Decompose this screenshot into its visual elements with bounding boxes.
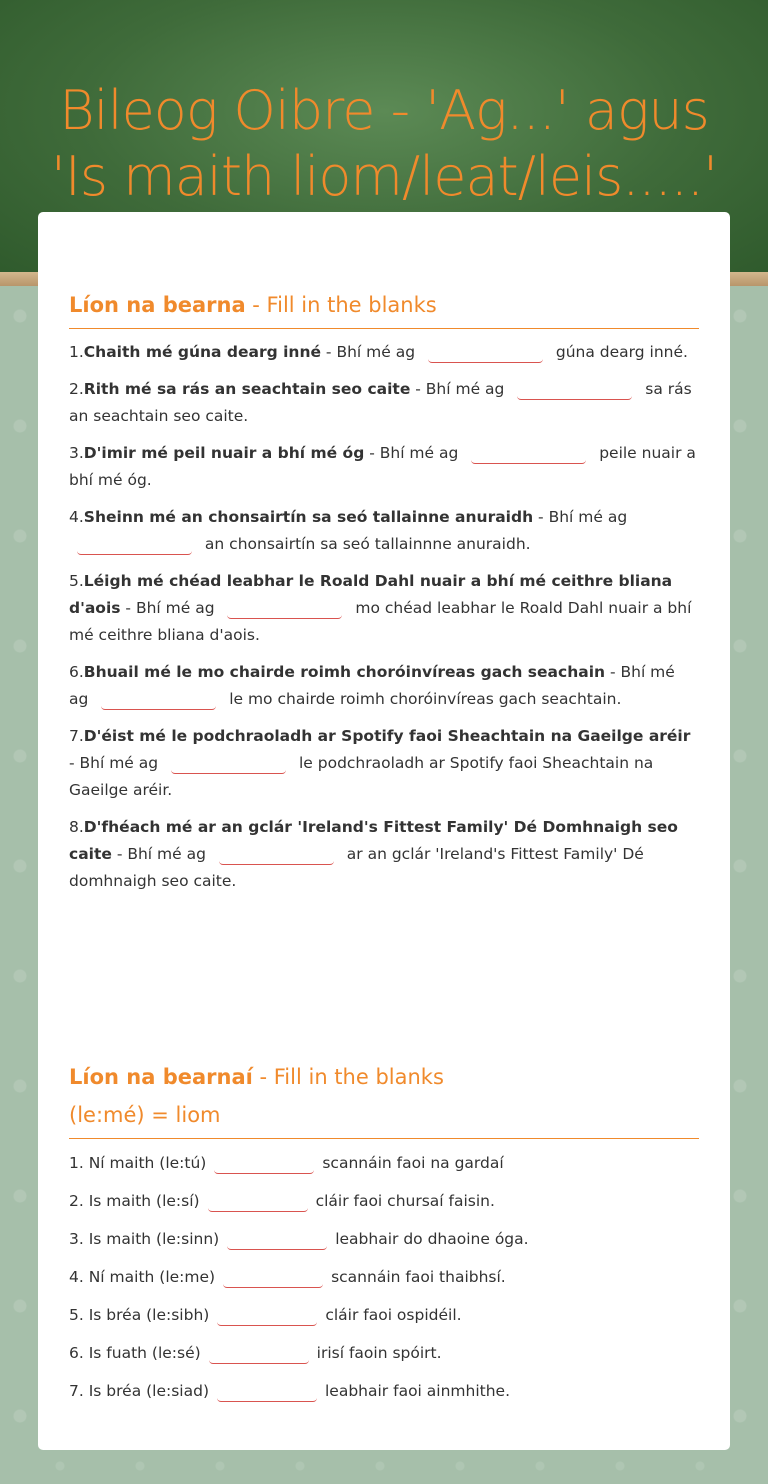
question-stem: 4. Ní maith (le:me) [69, 1268, 216, 1286]
question-tail: cláir faoi ospidéil. [325, 1306, 462, 1324]
question-item [69, 339, 699, 366]
question-stem: - Bhí mé ag [364, 444, 464, 462]
question-list [69, 339, 699, 895]
question-tail: scannáin faoi thaibhsí. [331, 1268, 506, 1286]
question-number: 5. [69, 572, 84, 590]
section-divider [69, 328, 699, 329]
answer-blank[interactable] [171, 753, 286, 774]
question-item [69, 1339, 699, 1367]
question-prompt: Chaith mé gúna dearg inné [83, 343, 321, 361]
question-tail: scannáin faoi na gardaí [322, 1154, 504, 1172]
answer-blank[interactable] [223, 1267, 323, 1288]
section-heading: Líon na bearna - Fill in the blanks [69, 293, 437, 317]
question-tail: gúna dearg inné. [550, 343, 688, 361]
question-list [69, 1149, 699, 1405]
question-number: 4. [69, 508, 84, 526]
question-stem: 6. Is fuath (le:sé) [69, 1344, 201, 1362]
section-subheading: (le:mé) = liom [69, 1103, 221, 1127]
question-number: 8. [69, 818, 84, 836]
question-prompt: Léigh mé chéad leabhar le Roald Dahl nuair a bhí mé ceithre bliana d'aois [69, 572, 673, 617]
title-line-2: 'Is maith liom/leat/leis.....' [51, 145, 717, 208]
question-stem: 3. Is maith (le:sinn) [69, 1230, 220, 1248]
question-item [69, 1187, 699, 1215]
question-stem: 5. Is bréa (le:sibh) [69, 1306, 210, 1324]
question-prompt: D'fhéach mé ar an gclár 'Ireland's Fittest Family' Dé Domhnaigh seo caite [69, 818, 678, 863]
answer-blank[interactable] [209, 1343, 309, 1364]
question-item [69, 376, 699, 430]
answer-blank[interactable] [77, 534, 192, 555]
question-item [69, 440, 699, 494]
section-fill-blanks-is-maith [69, 1062, 699, 1405]
question-stem: - Bhí mé ag [111, 845, 211, 863]
question-tail: leabhair do dhaoine óga. [335, 1230, 529, 1248]
question-item [69, 504, 699, 558]
answer-blank[interactable] [217, 1305, 317, 1326]
question-item [69, 1225, 699, 1253]
question-number: 1. [69, 343, 84, 361]
question-number: 7. [69, 727, 84, 745]
question-item [69, 1301, 699, 1329]
answer-blank[interactable] [227, 1229, 327, 1250]
answer-blank[interactable] [101, 689, 216, 710]
question-tail: le mo chairde roimh choróinvíreas gach seachtain. [224, 690, 622, 708]
answer-blank[interactable] [428, 342, 543, 363]
question-tail: le podchraoladh ar Spotify faoi Sheachtain na Gaeilge aréir. [69, 754, 654, 799]
question-tail: ar an gclár 'Ireland's Fittest Family' Dé domhnaigh seo caite. [69, 845, 644, 890]
question-stem: - Bhí mé ag [120, 599, 220, 617]
answer-blank[interactable] [208, 1191, 308, 1212]
question-item [69, 568, 699, 649]
question-prompt: D'éist mé le podchraoladh ar Spotify faoi Sheachtain na Gaeilge aréir [83, 727, 691, 745]
answer-blank[interactable] [214, 1153, 314, 1174]
answer-blank[interactable] [227, 598, 342, 619]
question-item [69, 814, 699, 895]
question-stem: - Bhí mé ag [69, 754, 164, 772]
question-tail: leabhair faoi ainmhithe. [325, 1382, 511, 1400]
question-tail: sa rás an seachtain seo caite. [69, 380, 692, 425]
question-stem: - Bhí mé ag [69, 663, 675, 708]
question-tail: cláir faoi chursaí faisin. [315, 1192, 495, 1210]
question-prompt: Rith mé sa rás an seachtain seo caite [83, 380, 411, 398]
question-tail: peile nuair a bhí mé óg. [69, 444, 696, 489]
section-heading: Líon na bearnaí - Fill in the blanks [69, 1065, 444, 1089]
question-stem: 2. Is maith (le:sí) [69, 1192, 200, 1210]
question-item [69, 1377, 699, 1405]
question-number: 2. [69, 380, 84, 398]
question-item [69, 1149, 699, 1177]
section-fill-blanks-ag [69, 290, 699, 895]
worksheet-card [38, 212, 730, 1450]
question-item [69, 723, 699, 804]
worksheet-title [0, 78, 768, 210]
question-tail: an chonsairtín sa seó tallainnne anuraidh. [200, 535, 531, 553]
question-item [69, 659, 699, 713]
question-prompt: Sheinn mé an chonsairtín sa seó tallainne anuraidh [83, 508, 534, 526]
answer-blank[interactable] [217, 1381, 317, 1402]
answer-blank[interactable] [219, 844, 334, 865]
question-tail: mo chéad leabhar le Roald Dahl nuair a bhí mé ceithre bliana d'aois. [69, 599, 692, 644]
question-number: 3. [69, 444, 84, 462]
question-stem: - Bhí mé ag [533, 508, 628, 526]
question-prompt: D'imir mé peil nuair a bhí mé óg [83, 444, 365, 462]
question-stem: 1. Ní maith (le:tú) [69, 1154, 207, 1172]
question-stem: - Bhí mé ag [321, 343, 420, 361]
question-stem: 7. Is bréa (le:siad) [69, 1382, 209, 1400]
answer-blank[interactable] [517, 379, 632, 400]
section-divider [69, 1138, 699, 1139]
answer-blank[interactable] [471, 443, 586, 464]
question-prompt: Bhuail mé le mo chairde roimh choróinvíreas gach seachain [83, 663, 606, 681]
title-line-1: Bileog Oibre - 'Ag...' agus [59, 79, 709, 142]
question-number: 6. [69, 663, 84, 681]
question-item [69, 1263, 699, 1291]
question-stem: - Bhí mé ag [410, 380, 510, 398]
question-tail: irisí faoin spóirt. [316, 1344, 442, 1362]
